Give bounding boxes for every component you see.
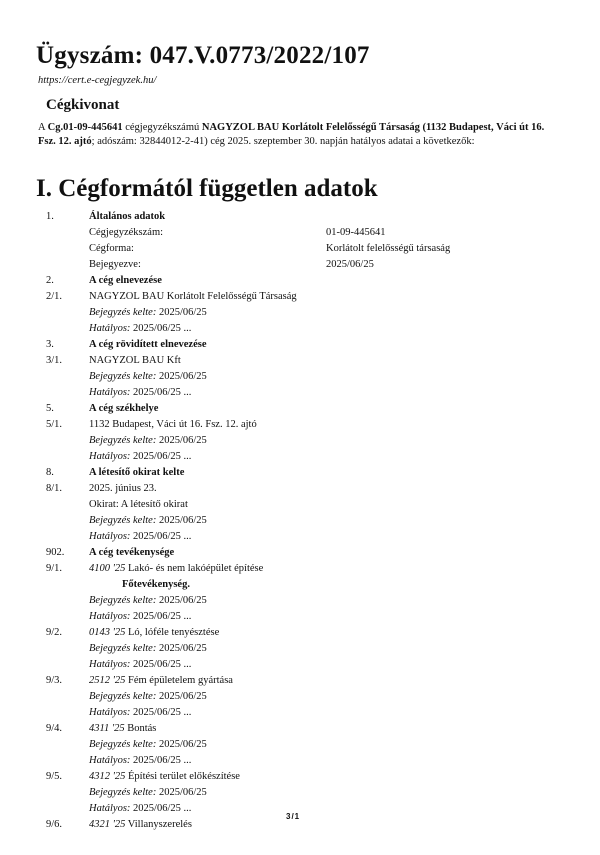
main-activity-label: Főtevékenység. xyxy=(122,579,190,590)
activity-description: Építési terület előkészítése xyxy=(125,771,240,782)
source-url: https://cert.e-cegjegyzek.hu/ xyxy=(38,75,157,86)
entry-number: 9/6. xyxy=(46,819,63,830)
registration-date-row xyxy=(0,689,600,705)
case-number-heading: Ügyszám: 047.V.0773/2022/107 xyxy=(36,42,370,69)
entry-title: A cég tevékenysége xyxy=(89,547,175,558)
entry-number: 9/1. xyxy=(46,563,63,574)
registration-date xyxy=(89,737,207,753)
effective-date xyxy=(89,801,191,817)
entry-row xyxy=(0,353,600,369)
entry-number: 3. xyxy=(46,339,54,350)
effective-date-row xyxy=(0,705,600,721)
main-activity-row xyxy=(0,577,600,593)
activity-text xyxy=(89,721,156,737)
registration-date-label: Bejegyzés kelte: xyxy=(89,643,157,654)
effective-date-label: Hatályos: xyxy=(89,659,131,670)
general-field-row xyxy=(0,257,600,273)
activity-row xyxy=(0,769,600,785)
effective-date-label: Hatályos: xyxy=(89,803,131,814)
section-header-row xyxy=(0,273,600,289)
registration-date-value: 2025/06/25 xyxy=(156,515,207,526)
registration-date xyxy=(89,689,207,705)
activity-row xyxy=(0,561,600,577)
registration-date-row xyxy=(0,305,600,321)
field-label: Cégjegyzékszám: xyxy=(89,227,164,238)
registration-date-label: Bejegyzés kelte: xyxy=(89,595,157,606)
field-label: Cégforma: xyxy=(89,243,134,254)
field-label: Bejegyezve: xyxy=(89,259,141,270)
activity-text xyxy=(89,769,240,785)
registration-date xyxy=(89,305,207,321)
effective-date-row xyxy=(0,321,600,337)
entry-extra-row xyxy=(0,497,600,513)
field-value: 01-09-445641 xyxy=(326,227,386,238)
registration-date-value: 2025/06/25 xyxy=(156,435,207,446)
field-value: Korlátolt felelősségű társaság xyxy=(326,243,451,254)
entry-number: 9/2. xyxy=(46,627,63,638)
section-header-row xyxy=(0,401,600,417)
intro-suffix: ; adószám: 32844012-2-41) cég 2025. szeptember 30. napján hatályos adatai a következők: xyxy=(91,136,475,147)
effective-date-label: Hatályos: xyxy=(89,707,131,718)
registration-date-label: Bejegyzés kelte: xyxy=(89,691,157,702)
activity-description: Villanyszerelés xyxy=(125,819,192,830)
registration-date-row xyxy=(0,737,600,753)
effective-date-row xyxy=(0,449,600,465)
registration-date-value: 2025/06/25 xyxy=(156,371,207,382)
registration-date xyxy=(89,641,207,657)
registration-date-value: 2025/06/25 xyxy=(156,691,207,702)
registration-date-label: Bejegyzés kelte: xyxy=(89,307,157,318)
registration-date xyxy=(89,513,207,529)
activity-code: 2512 '25 xyxy=(89,675,126,686)
general-field-row xyxy=(0,225,600,241)
registration-date-row xyxy=(0,593,600,609)
effective-date-row xyxy=(0,529,600,545)
registration-date-label: Bejegyzés kelte: xyxy=(89,515,157,526)
effective-date-value: 2025/06/25 ... xyxy=(130,707,192,718)
entry-number: 8. xyxy=(46,467,54,478)
entry-number: 8/1. xyxy=(46,483,63,494)
section-title: I. Cégformától független adatok xyxy=(36,175,378,202)
document-title: Cégkivonat xyxy=(46,97,120,113)
entry-row xyxy=(0,481,600,497)
registration-date-value: 2025/06/25 xyxy=(156,787,207,798)
entry-row xyxy=(0,417,600,433)
effective-date-label: Hatályos: xyxy=(89,611,131,622)
entry-number: 2. xyxy=(46,275,54,286)
effective-date xyxy=(89,753,191,769)
registration-date xyxy=(89,593,207,609)
registration-date xyxy=(89,785,207,801)
field-value: 2025/06/25 xyxy=(326,259,374,270)
activity-code: 4321 '25 xyxy=(89,819,126,830)
general-header-row xyxy=(0,209,600,225)
entry-title: A cég rövidített elnevezése xyxy=(89,339,207,350)
registration-date-label: Bejegyzés kelte: xyxy=(89,739,157,750)
entry-text: 1132 Budapest, Váci út 16. Fsz. 12. ajtó xyxy=(89,419,257,430)
effective-date-row xyxy=(0,753,600,769)
entry-number: 2/1. xyxy=(46,291,63,302)
section-header-row xyxy=(0,337,600,353)
registration-date xyxy=(89,433,207,449)
activity-text xyxy=(89,561,263,577)
effective-date-label: Hatályos: xyxy=(89,451,131,462)
registration-date-row xyxy=(0,641,600,657)
entry-number: 1. xyxy=(46,211,54,222)
registration-date-label: Bejegyzés kelte: xyxy=(89,435,157,446)
effective-date-value: 2025/06/25 ... xyxy=(130,451,192,462)
effective-date-value: 2025/06/25 ... xyxy=(130,803,192,814)
activity-description: Bontás xyxy=(124,723,157,734)
effective-date-value: 2025/06/25 ... xyxy=(130,531,192,542)
entry-number: 902. xyxy=(46,547,65,558)
effective-date xyxy=(89,529,191,545)
intro-registration-number: Cg.01-09-445641 xyxy=(47,122,123,133)
registration-date-row xyxy=(0,513,600,529)
registration-date-row xyxy=(0,785,600,801)
registration-date-row xyxy=(0,433,600,449)
entry-number: 5/1. xyxy=(46,419,63,430)
entry-number: 3/1. xyxy=(46,355,63,366)
entry-row xyxy=(0,289,600,305)
entry-text: NAGYZOL BAU Korlátolt Felelősségű Társaság xyxy=(89,291,297,302)
activity-code: 0143 '25 xyxy=(89,627,126,638)
registration-date-value: 2025/06/25 xyxy=(156,739,207,750)
intro-company: NAGYZOL BAU Korlátolt Felelősségű Társaság (1132 Budapest, Váci út 16. Fsz. 12. ajtó xyxy=(38,122,545,147)
entry-number: 9/5. xyxy=(46,771,63,782)
effective-date-value: 2025/06/25 ... xyxy=(130,611,192,622)
intro-paragraph xyxy=(38,121,563,149)
activity-text xyxy=(89,625,219,641)
registration-date-label: Bejegyzés kelte: xyxy=(89,371,157,382)
entry-number: 5. xyxy=(46,403,54,414)
effective-date xyxy=(89,657,191,673)
effective-date-row xyxy=(0,657,600,673)
entry-number: 9/4. xyxy=(46,723,63,734)
effective-date-label: Hatályos: xyxy=(89,387,131,398)
page-number: 3/1 xyxy=(286,812,301,821)
activity-code: 4311 '25 xyxy=(89,723,125,734)
registration-date-value: 2025/06/25 xyxy=(156,643,207,654)
registration-date-value: 2025/06/25 xyxy=(156,307,207,318)
effective-date xyxy=(89,609,191,625)
effective-date-value: 2025/06/25 ... xyxy=(130,659,192,670)
activity-text xyxy=(89,817,192,833)
intro-prefix: A xyxy=(38,122,48,133)
entry-title: Általános adatok xyxy=(89,211,166,222)
activity-code: 4100 '25 xyxy=(89,563,126,574)
entry-number: 9/3. xyxy=(46,675,63,686)
registration-date-value: 2025/06/25 xyxy=(156,595,207,606)
activity-code: 4312 '25 xyxy=(89,771,126,782)
activity-row xyxy=(0,721,600,737)
effective-date-label: Hatályos: xyxy=(89,323,131,334)
effective-date xyxy=(89,385,191,401)
entry-title: A cég székhelye xyxy=(89,403,159,414)
activity-description: Ló, lóféle tenyésztése xyxy=(125,627,220,638)
intro-mid: cégjegyzékszámú xyxy=(122,122,202,133)
effective-date xyxy=(89,449,191,465)
entry-title: A létesítő okirat kelte xyxy=(89,467,185,478)
entry-extra-text: Okirat: A létesítő okirat xyxy=(89,499,188,510)
effective-date-value: 2025/06/25 ... xyxy=(130,755,192,766)
effective-date-label: Hatályos: xyxy=(89,755,131,766)
entry-text: 2025. június 23. xyxy=(89,483,157,494)
registration-date-row xyxy=(0,369,600,385)
registration-date-label: Bejegyzés kelte: xyxy=(89,787,157,798)
effective-date xyxy=(89,321,191,337)
effective-date xyxy=(89,705,191,721)
activity-description: Fém épületelem gyártása xyxy=(125,675,233,686)
general-field-row xyxy=(0,241,600,257)
effective-date-label: Hatályos: xyxy=(89,531,131,542)
registration-date xyxy=(89,369,207,385)
effective-date-value: 2025/06/25 ... xyxy=(130,387,192,398)
effective-date-value: 2025/06/25 ... xyxy=(130,323,192,334)
section-header-row xyxy=(0,545,600,561)
effective-date-row xyxy=(0,609,600,625)
entry-title: A cég elnevezése xyxy=(89,275,162,286)
activity-row xyxy=(0,625,600,641)
entry-text: NAGYZOL BAU Kft xyxy=(89,355,181,366)
activity-row xyxy=(0,673,600,689)
effective-date-row xyxy=(0,385,600,401)
section-header-row xyxy=(0,465,600,481)
activity-description: Lakó- és nem lakóépület építése xyxy=(125,563,264,574)
activity-text xyxy=(89,673,233,689)
